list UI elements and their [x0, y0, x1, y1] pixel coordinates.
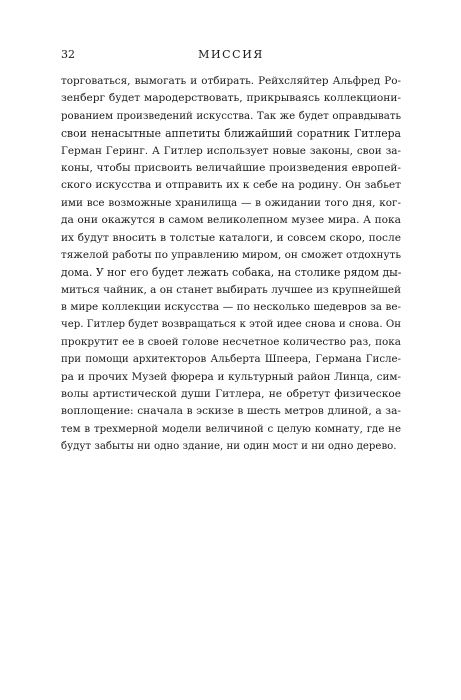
page-number: 32 [61, 48, 75, 61]
text-line: ского искусства и отправить их к себе на родину. Он забьет [61, 179, 401, 192]
text-line: ра и прочих Музей фюрера и культурный район Линца, сим- [61, 370, 401, 383]
text-line: ими все возможные хранилища — в ожидании того дня, ког- [61, 196, 401, 209]
text-line: да они окажутся в самом великолепном музее мира. А пока [61, 214, 401, 227]
text-line: их будут вносить в толстые каталоги, и совсем скоро, после [61, 231, 401, 244]
text-line: в мире коллекции искусства — по несколько шедевров за ве- [61, 301, 401, 314]
text-line: тяжелой работы по управлению миром, он сможет отдохнуть [61, 248, 401, 261]
text-line: свои ненасытные аппетиты ближайший соратник Гитлера [61, 127, 401, 141]
running-title: МИССИЯ [198, 48, 264, 61]
page-header [61, 48, 401, 64]
text-line: чер. Гитлер будет возвращаться к этой идее снова и снова. Он [61, 319, 401, 331]
text-line: Герман Геринг. А Гитлер использует новые законы, свои за- [61, 144, 401, 157]
text-line: дома. У ног его будет лежать собака, на столике рядом ды- [61, 266, 401, 280]
text-line-last: будут забыты ни одно здание, ни один мост и ни одно дерево. [61, 441, 397, 453]
body-text [61, 73, 401, 456]
text-line: при помощи архитекторов Альберта Шпеера, Германа Гисле- [61, 354, 401, 366]
text-line: тем в трехмерной модели величиной с целую комнату, где не [61, 423, 401, 435]
text-line: воплощение: сначала в эскизе в шесть метров длиной, а за- [61, 405, 401, 418]
text-line: торговаться, вымогать и отбирать. Рейхсляйтер Альфред Ро- [61, 75, 401, 87]
text-line: рованием произведений искусства. Так же будет оправдывать [61, 110, 401, 122]
text-line: прокрутит ее в своей голове несчетное количество раз, пока [61, 335, 401, 348]
text-line: волы артистической души Гитлера, не обретут физическое [61, 388, 401, 401]
text-line: миться чайник, а он станет выбирать лучшее из крупнейшей [61, 283, 401, 296]
text-line: зенберг будет мародерствовать, прикрываясь коллекциони- [61, 92, 401, 105]
text-line: коны, чтобы присвоить величайшие произведения европей- [61, 161, 401, 174]
